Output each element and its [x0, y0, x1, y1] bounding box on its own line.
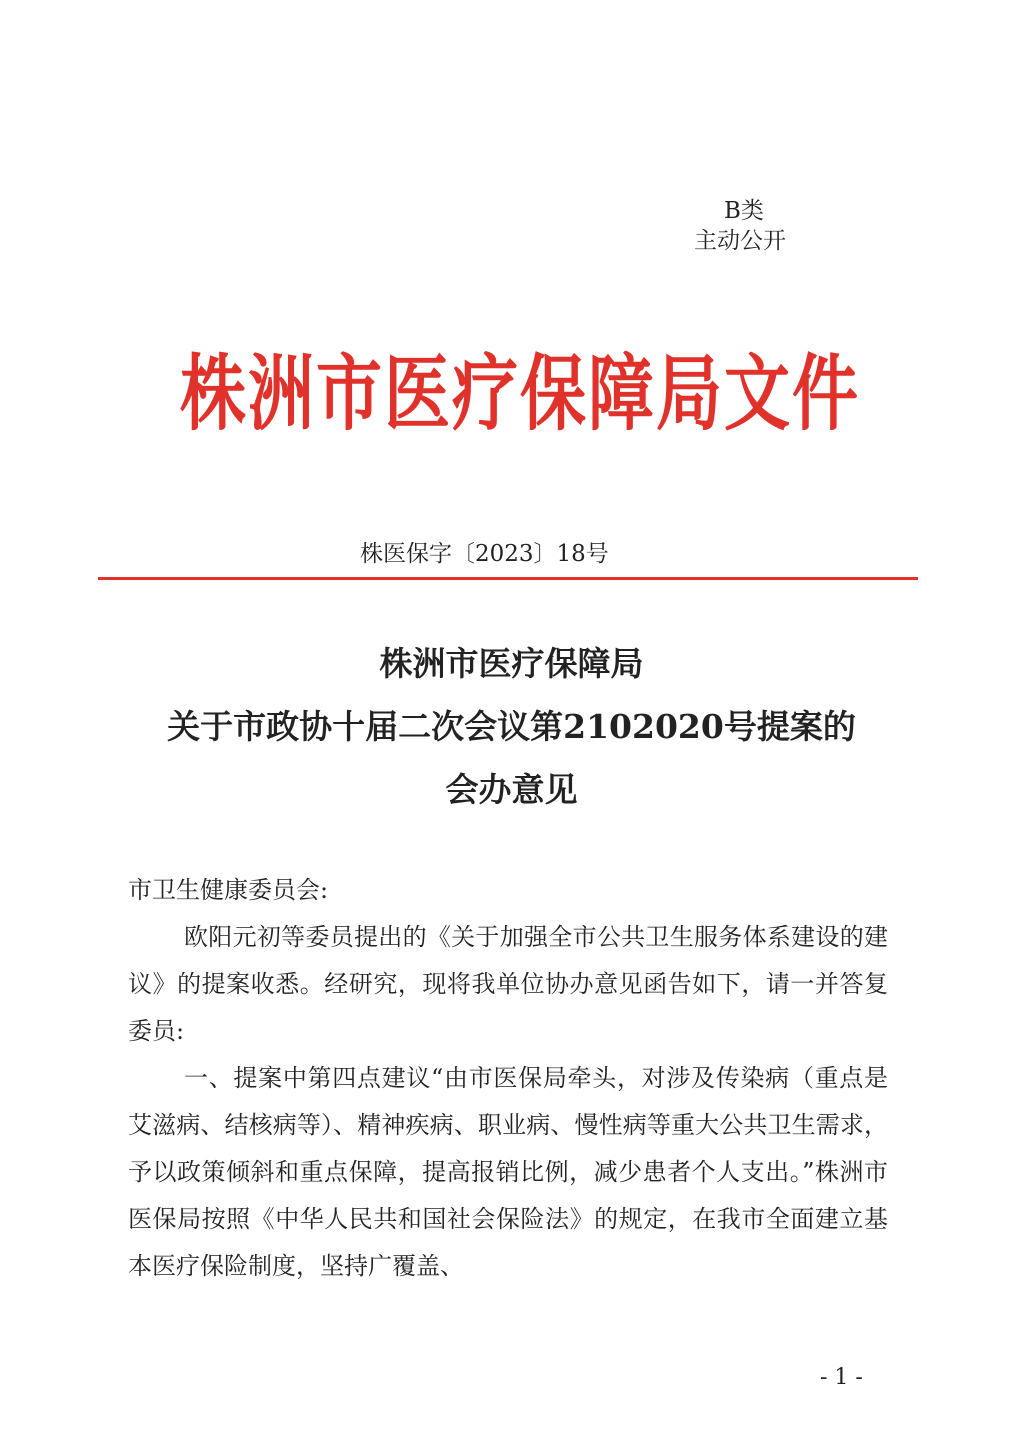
document-title	[0, 632, 1023, 821]
title-line-1: 株洲市医疗保障局	[379, 644, 644, 683]
body-paragraph-1: 欧阳元初等委员提出的《关于加强全市公共卫生服务体系建设的建议》的提案收悉。经研究，现将我单位协办意见函告如下，请一并答复委员:	[128, 923, 888, 1045]
header-divider	[98, 577, 918, 580]
category-label: B类	[724, 198, 764, 224]
document-number: 株医保字〔2023〕18号	[360, 541, 609, 567]
title-line-3: 会办意见	[445, 770, 578, 809]
salutation: 市卫生健康委员会:	[128, 876, 329, 904]
disclosure-label: 主动公开	[694, 228, 786, 254]
title-line-2: 关于市政协十届二次会议第2102020号提案的	[167, 707, 856, 746]
classification-block	[694, 196, 786, 256]
issuer-header: 株洲市医疗保障局文件	[180, 345, 860, 442]
document-body	[128, 867, 888, 1290]
body-paragraph-2: 一、提案中第四点建议“由市医保局牵头，对涉及传染病（重点是艾滋病、结核病等）、精神疾病、职业病、慢性病等重大公共卫生需求，予以政策倾斜和重点保障，提高报销比例，减少患者个人支出。”株洲市医保局按照《中华人民共和国社会保险法》的规定，在我市全面建立基本医疗保险制度，坚持广覆盖、	[128, 1064, 888, 1280]
page-number: - 1 -	[820, 1365, 863, 1390]
